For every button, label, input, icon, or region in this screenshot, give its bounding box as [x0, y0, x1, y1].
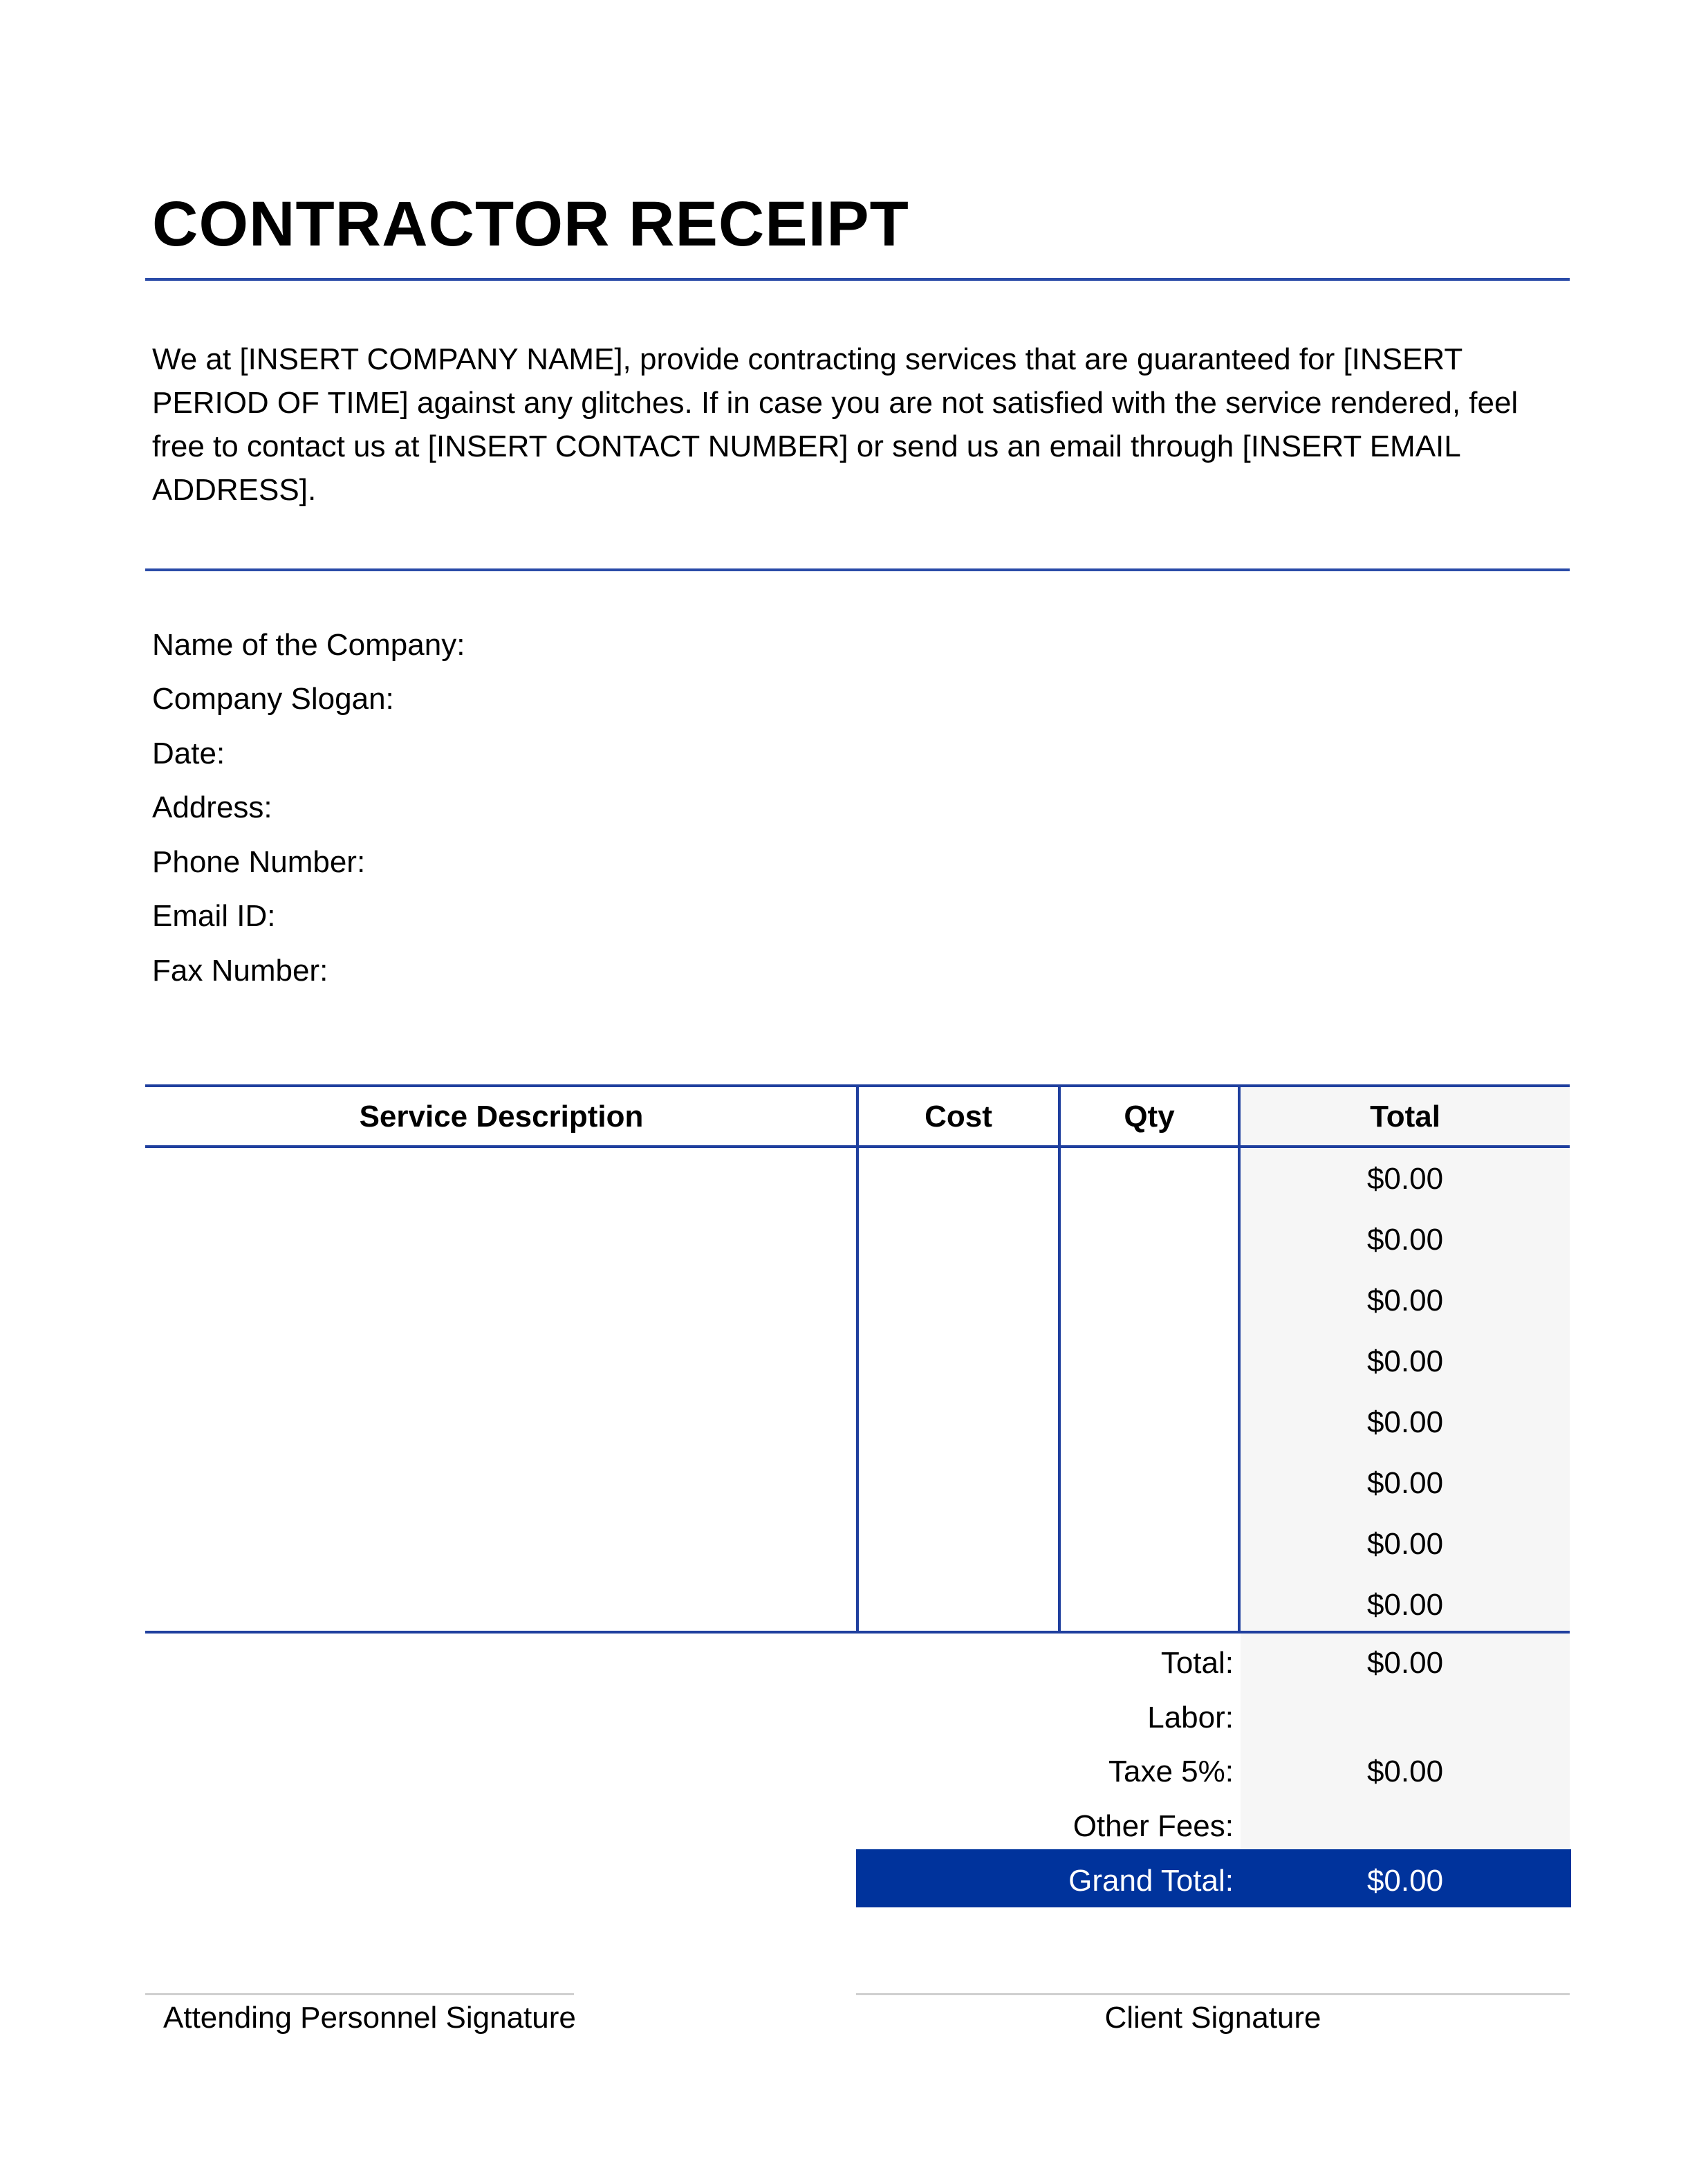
summary-total-value: $0.00	[1366, 1646, 1444, 1680]
header-total: Total	[1370, 1100, 1440, 1133]
title-divider	[145, 278, 1570, 281]
row-total: $0.00	[1366, 1527, 1444, 1561]
field-date: Date:	[152, 737, 225, 770]
field-email-id: Email ID:	[152, 899, 276, 933]
summary-tax-value: $0.00	[1366, 1755, 1444, 1788]
row-total: $0.00	[1366, 1588, 1444, 1622]
client-signature-label: Client Signature	[1104, 2001, 1321, 2035]
row-total: $0.00	[1366, 1466, 1444, 1500]
header-service-description: Service Description	[359, 1100, 644, 1133]
field-phone-number: Phone Number:	[152, 845, 366, 879]
table-divider-qty	[1058, 1084, 1061, 1634]
header-cost: Cost	[925, 1100, 992, 1133]
personnel-signature-label: Attending Personnel Signature	[163, 2001, 576, 2035]
summary-other-fees-label: Other Fees:	[1073, 1809, 1234, 1843]
row-total: $0.00	[1366, 1344, 1444, 1378]
page-title: CONTRACTOR RECEIPT	[152, 189, 909, 259]
row-total: $0.00	[1366, 1284, 1444, 1317]
table-divider-cost	[856, 1084, 859, 1634]
field-company-name: Name of the Company:	[152, 628, 465, 662]
summary-total-label: Total:	[1160, 1646, 1234, 1680]
personnel-signature-line[interactable]	[145, 1993, 574, 1995]
intro-divider	[145, 568, 1570, 571]
intro-paragraph: We at [INSERT COMPANY NAME], provide contracting services that are guaranteed for [INSERT PERIOD OF TIME] against any glitches. If in case you are not satisfied with the service rendered, feel free to contact us at [INSERT CONTACT NUMBER] or send us an email through [INSERT EMAIL ADDRESS].	[152, 342, 1519, 507]
client-signature-line[interactable]	[856, 1993, 1570, 1995]
summary-labor-label: Labor:	[1147, 1701, 1234, 1734]
row-total: $0.00	[1366, 1223, 1444, 1257]
row-total: $0.00	[1366, 1162, 1444, 1196]
field-fax-number: Fax Number:	[152, 954, 328, 988]
field-company-slogan: Company Slogan:	[152, 682, 394, 716]
grand-total-label: Grand Total:	[1068, 1864, 1234, 1898]
header-qty: Qty	[1124, 1100, 1175, 1133]
row-total: $0.00	[1366, 1405, 1444, 1439]
grand-total-value: $0.00	[1366, 1864, 1444, 1898]
field-address: Address:	[152, 790, 272, 824]
summary-tax-label: Taxe 5%:	[1108, 1755, 1234, 1788]
